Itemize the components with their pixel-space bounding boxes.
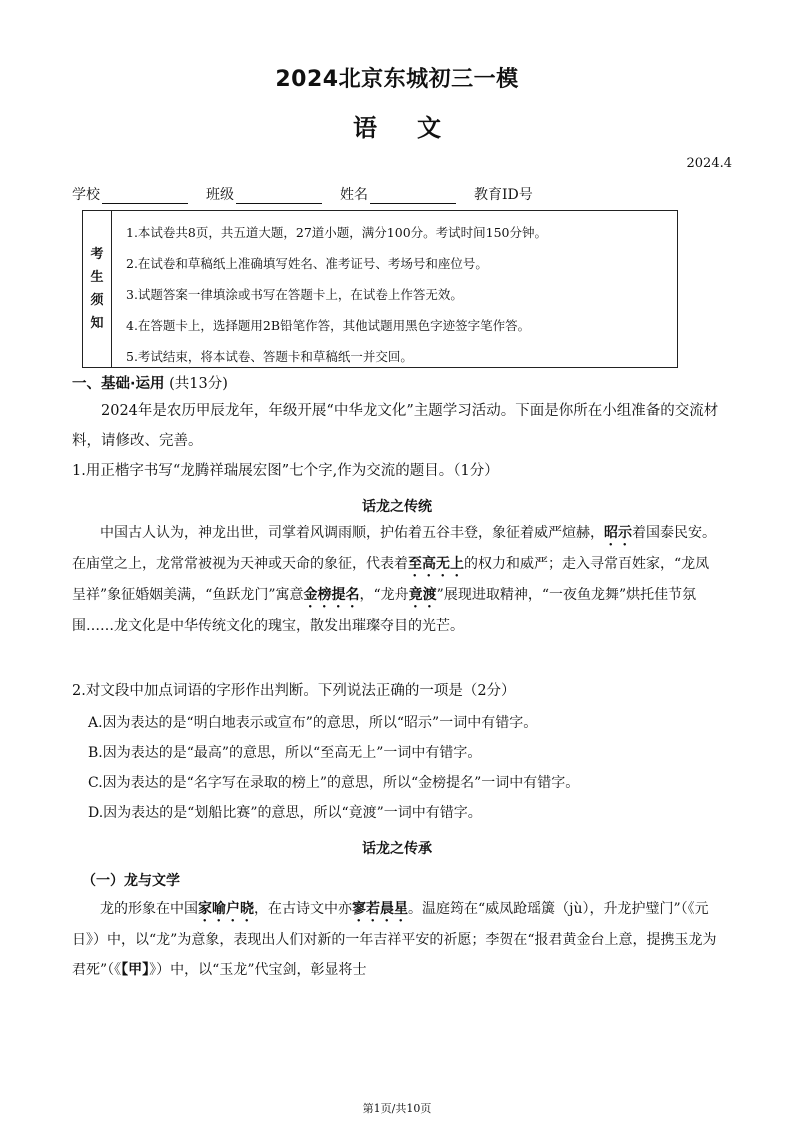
heading-inheritance: 话龙之传承 — [362, 841, 432, 857]
option-c: C.因为表达的是“名字写在录取的榜上”的意思，所以“金榜提名”一词中有错字。 — [88, 775, 580, 791]
exam-notice-box — [82, 210, 678, 368]
option-d: D.因为表达的是“划船比赛”的意思，所以“竟渡”一词中有错字。 — [88, 805, 482, 821]
section-intro: 2024年是农历甲辰龙年，年级开展“中华龙文化”主题学习活动。下面是你所在小组准备的交流材料，请修改、完善。 — [72, 403, 719, 449]
notice-items — [112, 211, 677, 367]
subject-title: 语文 — [353, 114, 481, 142]
student-info-fields — [72, 184, 533, 204]
question-1: 1.用正楷字书写“龙腾祥瑞展宏图”七个字,作为交流的题目。（1分） — [72, 463, 499, 479]
passage-tradition: 中国古人认为，神龙出世，司掌着风调雨顺，护佑着五谷丰登，象征着威严煊赫，昭示着国泰民安。在庙堂之上，龙常常被视为天神或天命的象征，代表着至高无上的权力和威严；走入寻常百姓家，“龙凤呈祥”象征婚姻美满，“鱼跃龙门”寓意金榜提名，“龙舟竟渡”展现进取精神，“一夜鱼龙舞”烘托佳节氛围……龙文化是中华传统文化的瑰宝，散发出璀璨夺目的光芒。 — [72, 525, 716, 634]
passage-literature: 龙的形象在中国家喻户晓，在古诗文中亦寥若晨星。温庭筠在“威凤跄瑶簴（jù），升龙护璧门”（《元日》）中，以“龙”为意象，表现出人们对新的一年吉祥平安的祈愿；李贺在“报君黄金台上意，提携玉龙为君死”（《【甲】》）中，以“玉龙”代宝剑，彰显将士 — [72, 901, 717, 978]
question-2: 2.对文段中加点词语的字形作出判断。下列说法正确的一项是（2分） — [72, 683, 516, 699]
page-number: 第1页/共10页 — [362, 1102, 432, 1115]
dotted-word: 家喻户晓 — [198, 901, 254, 917]
class-field: 班级 — [206, 184, 322, 204]
school-field: 学校 — [72, 184, 188, 204]
blank-jia: 【甲】 — [121, 962, 150, 978]
dotted-word: 至高无上 — [408, 556, 464, 572]
option-b: B.因为表达的是“最高”的意思，所以“至高无上”一词中有错字。 — [88, 745, 482, 761]
option-a: A.因为表达的是“明白地表示或宣布”的意思，所以“昭示”一词中有错字。 — [88, 715, 538, 731]
section-heading: 一、基础·运用 (共13分) — [72, 376, 228, 392]
notice-item: 3.试题答案一律填涂或书写在答题卡上，在试卷上作答无效。 — [126, 287, 463, 302]
notice-label: 考 生 须 知 — [83, 211, 112, 367]
dotted-word: 寥若晨星 — [352, 901, 408, 917]
subsection-heading: （一）龙与文学 — [82, 873, 180, 889]
name-field: 姓名 — [340, 184, 456, 204]
edu-id-field: 教育ID号 — [474, 187, 533, 203]
dotted-word: 昭示 — [604, 525, 632, 541]
dotted-word: 竟渡 — [408, 587, 437, 603]
heading-tradition: 话龙之传统 — [362, 499, 432, 515]
exam-title: 2024北京东城初三一模 — [275, 67, 519, 92]
notice-item: 4.在答题卡上，选择题用2B铅笔作答，其他试题用黑色字迹签字笔作答。 — [126, 318, 531, 333]
notice-item: 1.本试卷共8页，共五道大题，27道小题，满分100分。考试时间150分钟。 — [126, 225, 548, 240]
notice-item: 2.在试卷和草稿纸上准确填写姓名、准考证号、考场号和座位号。 — [126, 256, 488, 271]
exam-date: 2024.4 — [686, 156, 732, 171]
notice-item: 5.考试结束，将本试卷、答题卡和草稿纸一并交回。 — [126, 349, 413, 364]
dotted-word: 金榜提名 — [303, 587, 360, 603]
